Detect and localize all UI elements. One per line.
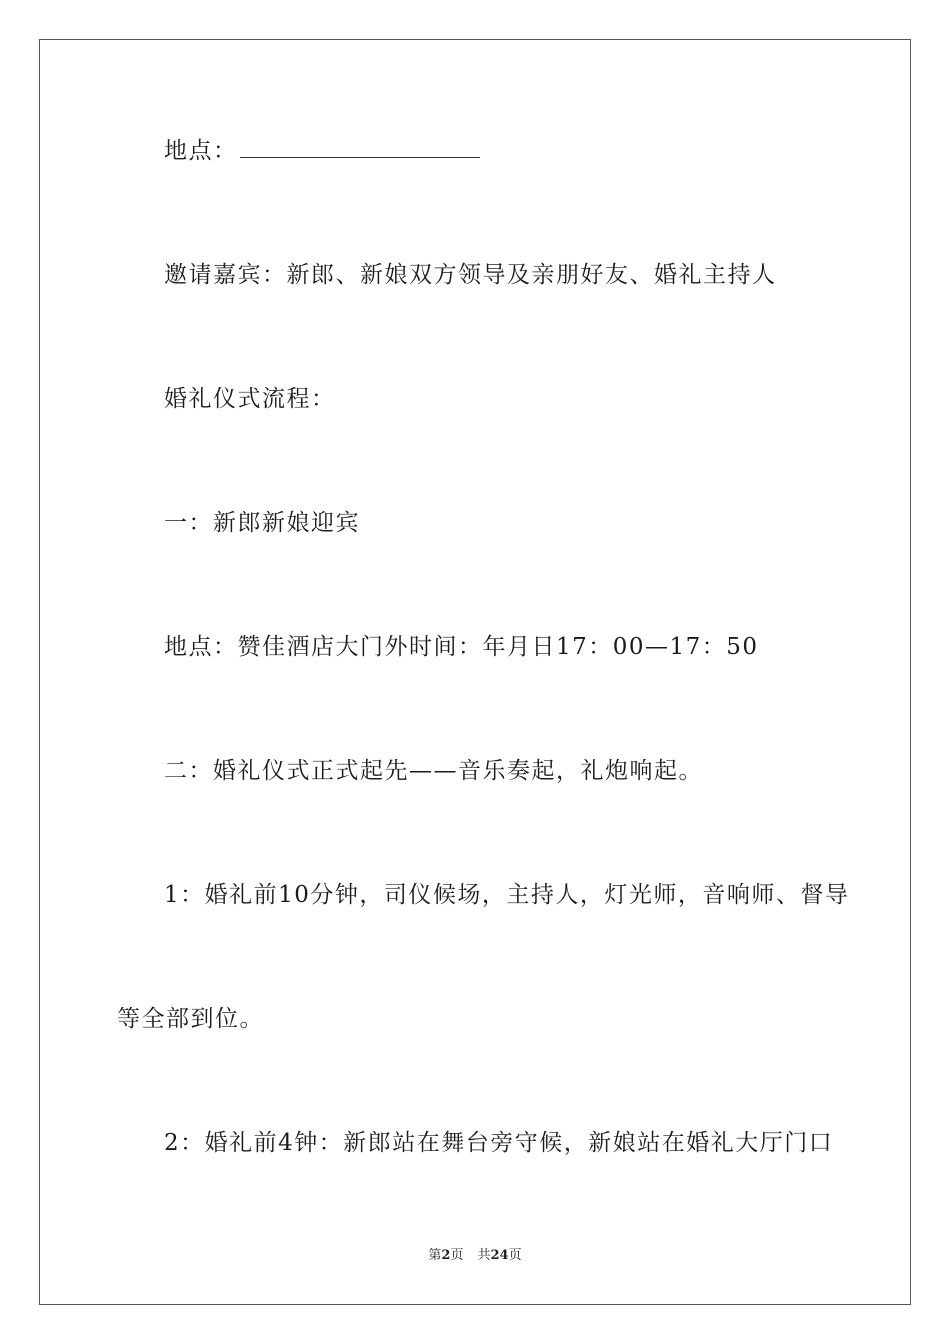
step-two-paragraph: 2：婚礼前4钟：新郎站在舞台旁守候，新娘站在婚礼大厅门口 bbox=[164, 1130, 834, 1156]
ceremony-flow-heading: 婚礼仪式流程： bbox=[164, 386, 336, 412]
location-label: 地点： bbox=[164, 138, 238, 164]
step-one-paragraph: 1：婚礼前10分钟，司仪候场，主持人，灯光师，音响师、督导 bbox=[164, 882, 850, 908]
location-blank-field bbox=[240, 139, 480, 158]
section-two-heading: 二：婚礼仪式正式起先——音乐奏起，礼炮响起。 bbox=[164, 758, 703, 784]
page-border bbox=[39, 39, 911, 1305]
page-prefix: 第 bbox=[428, 1248, 442, 1263]
location-line bbox=[164, 136, 480, 166]
venue-time-paragraph: 地点：赞佳酒店大门外时间：年月日17：00—17：50 bbox=[164, 634, 759, 660]
total-prefix: 共 bbox=[477, 1248, 491, 1263]
step-one-continuation: 等全部到位。 bbox=[117, 1006, 264, 1032]
total-suffix: 页 bbox=[508, 1248, 522, 1263]
page-suffix: 页 bbox=[450, 1248, 464, 1263]
section-one-heading: 一：新郎新娘迎宾 bbox=[164, 510, 360, 536]
page-footer bbox=[0, 1246, 950, 1266]
total-pages: 24 bbox=[490, 1248, 509, 1263]
page-number: 2 bbox=[441, 1248, 451, 1263]
guests-paragraph: 邀请嘉宾：新郎、新娘双方领导及亲朋好友、婚礼主持人 bbox=[164, 262, 777, 288]
